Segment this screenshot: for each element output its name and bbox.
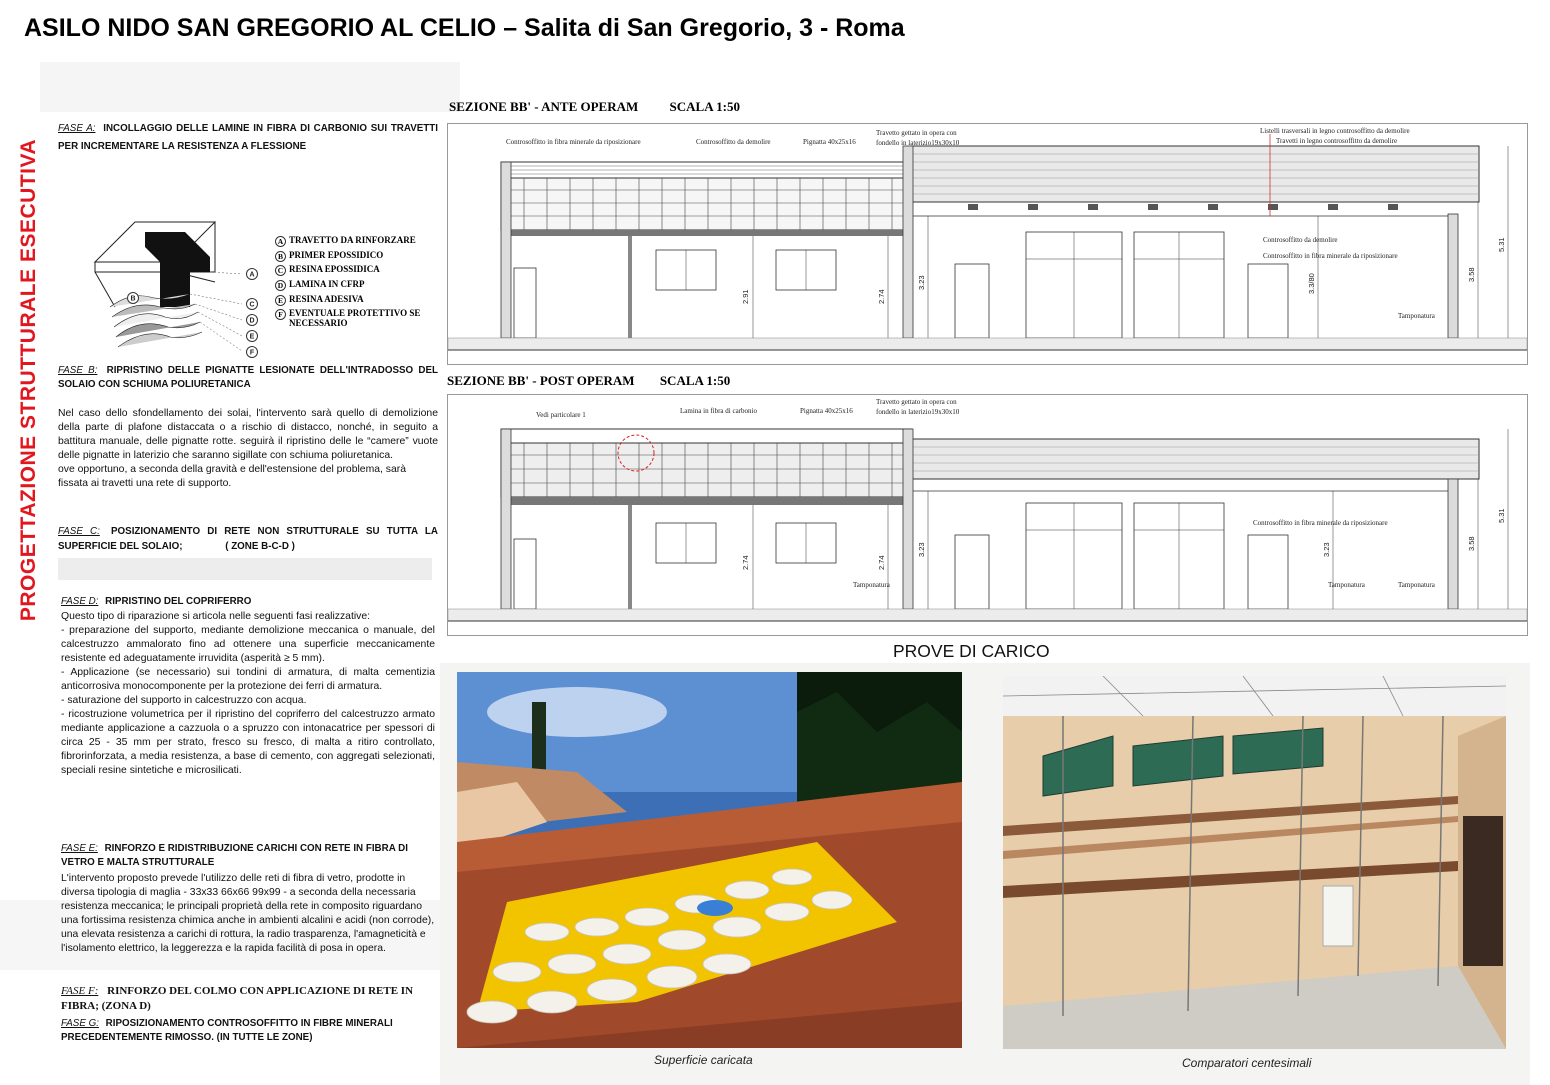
legend-text: EVENTUALE PROTETTIVO SE NECESSARIO — [289, 308, 421, 329]
legend-text: TRAVETTO DA RINFORZARE — [289, 235, 416, 245]
fase-b-text: RIPRISTINO DELLE PIGNATTE LESIONATE DELL'INTRADOSSO DEL SOLAIO CON SCHIUMA POLIURETANICA — [58, 365, 438, 390]
fase-d-step-1: - preparazione del supporto, mediante demolizione meccanica o manuale, del calcestruzzo ammalorato fino ad ottenere una superficie meccanicamente resistente ed adeguatamente irruvidita (asperità ≥ 5 mm). — [61, 625, 435, 664]
sidebar-title: PROGETTAZIONE STRUTTURALE ESECUTIVA — [17, 138, 40, 622]
legend-item — [275, 235, 445, 250]
fase-e-body: L'intervento proposto prevede l'utilizzo delle reti di fibra di vetro, prodotte in diversa tipologia di maglia - 33x33 66x66 99x99 - a seconda della necessaria resistenza meccanica; le principali proprietà della rete in composito riguardano una fortissima resistenza chimica anche in ambienti alcalini e acidi (non corrode), una elevata resistenza a carichi di rottura, la radio trasparenza, l'amagneticità e l'isolamento elettrico, la leggerezza e la rapida facilità di posa in opera. — [61, 873, 435, 954]
post-anno-2: Lamina in fibra di carbonio — [680, 407, 757, 415]
post-dim-2: 2.74 — [877, 555, 886, 570]
fase-a-text: INCOLLAGGIO DELLE LAMINE IN FIBRA DI CARBONIO SUI TRAVETTI PER INCREMENTARE LA RESISTENZA A FLESSIONE — [58, 123, 438, 152]
diagram-letter-b: B — [130, 295, 136, 303]
fase-e-text: RINFORZO E RIDISTRIBUZIONE CARICHI CON RETE IN FIBRA DI VETRO E MALTA STRUTTURALE — [61, 843, 408, 868]
fase-b — [58, 364, 438, 491]
section-ante-title: SEZIONE BB' - ANTE OPERAM — [449, 99, 639, 114]
cfrp-beam-diagram — [90, 212, 270, 362]
fase-c-tag: FASE C: — [58, 526, 100, 537]
section-post-scale: SCALA 1:50 — [659, 373, 731, 388]
diagram-letter-c: C — [249, 301, 255, 309]
ante-anno-2: Controsoffitto da demolire — [696, 138, 771, 146]
legend-item — [275, 294, 445, 309]
prove-di-carico-title: PROVE DI CARICO — [893, 641, 1050, 661]
fase-a-tag: FASE A: — [58, 123, 96, 134]
post-dim-3: 3.23 — [917, 542, 926, 557]
fase-a — [58, 120, 438, 156]
legend-text: LAMINA IN CFRP — [289, 279, 365, 290]
fase-b-tag: FASE B: — [58, 365, 98, 376]
ante-dim-3: 3.23 — [917, 275, 926, 290]
post-anno-7: Tamponatura — [853, 581, 890, 589]
fase-g — [61, 1017, 431, 1045]
legend-text: RESINA EPOSSIDICA — [289, 264, 380, 275]
post-dim-5: 3.58 — [1467, 536, 1476, 551]
post-anno-6: Controsoffitto in fibra minerale da riposizionare — [1253, 519, 1388, 527]
diagram-letter-d: D — [249, 317, 255, 325]
ante-dim-5: 5.31 — [1497, 237, 1506, 252]
post-anno-8: Tamponatura — [1328, 581, 1365, 589]
section-ante-label — [449, 99, 740, 115]
fase-d-intro: Questo tipo di riparazione si articola nelle seguenti fasi realizzative: — [61, 611, 370, 622]
watermark-band-top — [40, 62, 460, 112]
ante-dim-4: 3.58 — [1467, 267, 1476, 282]
photo-superficie-caricata — [457, 672, 962, 1048]
legend-letter: F — [275, 309, 286, 320]
ante-anno-6: Listelli trasversali in legno controsoffitto da demolire — [1260, 127, 1410, 135]
fase-f-tag: FASE F: — [61, 985, 99, 997]
legend-letter: D — [275, 280, 286, 291]
post-dim-4: 3.23 — [1322, 542, 1331, 557]
fase-d-tag: FASE D: — [61, 596, 99, 607]
fase-c — [58, 524, 438, 554]
legend-item — [275, 308, 445, 332]
section-ante-drawing — [448, 124, 1527, 364]
section-ante-scale: SCALA 1:50 — [669, 99, 740, 114]
legend-letter: C — [275, 265, 286, 276]
fase-f-text: RINFORZO DEL COLMO CON APPLICAZIONE DI RETE IN FIBRA; (ZONA D) — [61, 985, 414, 1012]
fase-c-text: POSIZIONAMENTO DI RETE NON STRUTTURALE SU TUTTA LA SUPERFICIE DEL SOLAIO; — [58, 526, 438, 552]
diagram-letter-e: E — [249, 333, 255, 341]
ante-dim-6: 3.3/80 — [1307, 273, 1316, 294]
cfrp-legend — [275, 235, 445, 332]
fase-g-tag: FASE G: — [61, 1018, 99, 1029]
post-anno-1: Vedi particolare 1 — [536, 411, 586, 419]
fase-e — [61, 842, 439, 956]
section-post-drawing — [448, 395, 1527, 635]
fase-c-zones: ( ZONE B-C-D ) — [225, 541, 295, 552]
ante-anno-1: Controsoffitto in fibra minerale da riposizionare — [506, 138, 641, 146]
fase-d-step-2: - Applicazione (se necessario) sui tondini di armatura, di malta cementizia anticorrosiva monocomponente per la protezione dei ferri di armatura. — [61, 667, 435, 692]
fase-b-body-2: ove opportuno, a seconda della gravità e dell'estensione del problema, sarà fissata ai travetti una rete di supporto. — [58, 464, 406, 489]
ante-anno-7: Travetti in legno controsoffitto da demolire — [1276, 137, 1398, 145]
fase-f — [61, 984, 421, 1014]
fase-d-step-3: - saturazione del supporto in calcestruzzo con acqua. — [61, 695, 307, 706]
legend-text: RESINA ADESIVA — [289, 293, 364, 304]
fase-d-text: RIPRISTINO DEL COPRIFERRO — [105, 596, 252, 607]
legend-text: PRIMER EPOSSIDICO — [289, 249, 384, 260]
photo-caption-2: Comparatori centesimali — [1182, 1056, 1312, 1070]
ante-anno-10: Tamponatura — [1398, 312, 1435, 320]
fase-d — [61, 594, 435, 778]
legend-item — [275, 279, 445, 294]
diagram-letter-f: F — [249, 349, 255, 357]
post-anno-9: Tamponatura — [1398, 581, 1435, 589]
post-anno-5: fondello in laterizio19x30x10 — [876, 408, 960, 416]
section-post-title: SEZIONE BB' - POST OPERAM — [447, 373, 635, 388]
page-title: ASILO NIDO SAN GREGORIO AL CELIO – Salita di San Gregorio, 3 - Roma — [24, 14, 905, 42]
section-post-frame — [447, 394, 1528, 636]
section-post-label — [447, 373, 730, 389]
fase-d-step-4: - ricostruzione volumetrica per il ripristino del copriferro del calcestruzzo armato mediante applicazione a cazzuola o a spruzzo con intonacatrice per spessori di circa 25 - 35 mm per strato, fresco su fresco, di malta a ritiro controllato, fibrorinforzata, a media resistenza, a base di cemento, con aggregati selezionati, speciali resine sintetiche e microsilicati. — [61, 709, 435, 776]
legend-item — [275, 250, 445, 265]
ante-anno-9: Controsoffitto in fibra minerale da riposizionare — [1263, 252, 1398, 260]
post-dim-6: 5.31 — [1497, 508, 1506, 523]
section-ante-frame — [447, 123, 1528, 365]
ante-anno-8: Controsoffitto da demolire — [1263, 236, 1338, 244]
ante-dim-1: 2.91 — [741, 289, 750, 304]
watermark-band-mid — [58, 558, 432, 580]
post-dim-1: 2.74 — [741, 555, 750, 570]
fase-e-tag: FASE E: — [61, 843, 98, 854]
fase-b-body-1: Nel caso dello sfondellamento dei solai, l'intervento sarà quello di demolizione della parte di plafone distaccata o a rischio di distacco, nonché, in seguito a battitura manuale, delle pignatte rotte. seguirà il ripristino delle le “camere” vuote delle pignatte in laterizio che saranno sigillate con schiuma poliuretanica. — [58, 408, 438, 461]
sidebar-title-wrap — [14, 88, 50, 673]
ante-anno-5: fondello in laterizio19x30x10 — [876, 139, 960, 147]
legend-letter: E — [275, 295, 286, 306]
post-anno-3: Pignatta 40x25x16 — [800, 407, 853, 415]
photo-comparatori-centesimali — [1003, 676, 1506, 1049]
ante-dim-2: 2.74 — [877, 289, 886, 304]
legend-letter: A — [275, 236, 286, 247]
photo-caption-1: Superficie caricata — [654, 1053, 753, 1067]
fase-g-text: RIPOSIZIONAMENTO CONTROSOFFITTO IN FIBRE MINERALI PRECEDENTEMENTE RIMOSSO. (IN TUTTE LE ZONE) — [61, 1018, 393, 1043]
legend-letter: B — [275, 251, 286, 262]
post-anno-4: Travetto gettato in opera con — [876, 398, 957, 406]
diagram-letter-a: A — [249, 271, 255, 279]
ante-anno-3: Pignatta 40x25x16 — [803, 138, 856, 146]
legend-item — [275, 264, 445, 279]
ante-anno-4: Travetto gettato in opera con — [876, 129, 957, 137]
